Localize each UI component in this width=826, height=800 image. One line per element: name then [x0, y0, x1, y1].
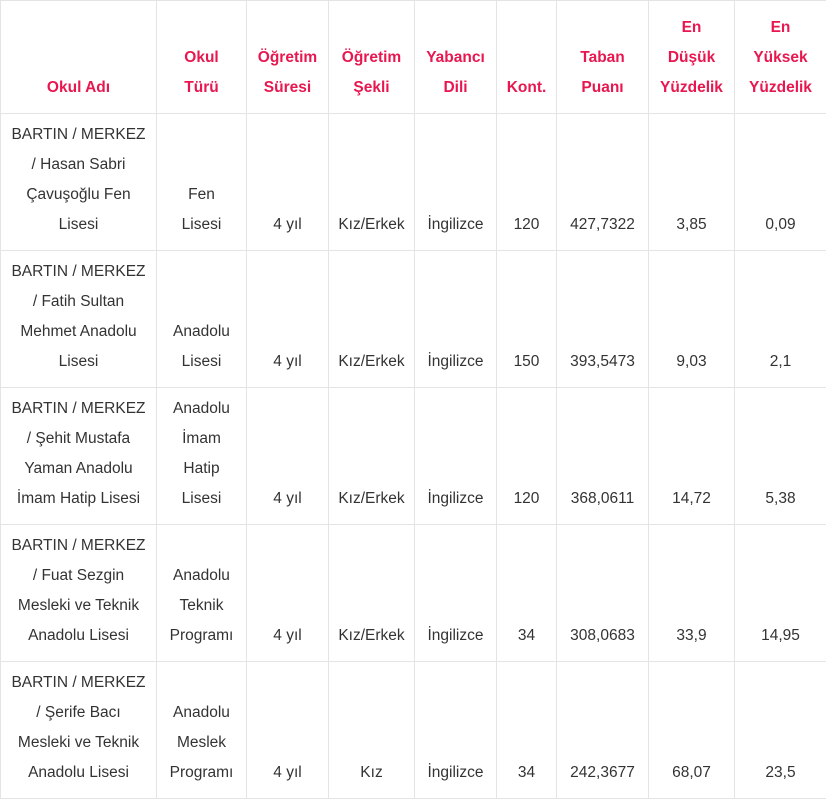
cell-line: Lisesi: [181, 353, 222, 370]
cell-ogretim-suresi: 4 yıl: [247, 388, 329, 525]
cell-line: Lisesi: [58, 216, 99, 233]
cell-okul-adi: [1, 114, 157, 251]
cell-line: Hatip: [183, 460, 220, 477]
header-kont: [497, 1, 557, 114]
cell-okul-adi: [1, 525, 157, 662]
cell-line: Mesleki ve Teknik: [17, 597, 140, 614]
cell-line: Dili: [443, 79, 468, 96]
cell-line: Anadolu: [173, 400, 230, 417]
cell-line: En: [770, 19, 791, 36]
cell-okul-adi: [1, 251, 157, 388]
header-okul-turu: [157, 1, 247, 114]
cell-taban-puani: 427,7322: [557, 114, 649, 251]
cell-line: Yüzdelik: [660, 79, 723, 96]
cell-line: Kont.: [506, 79, 547, 96]
cell-line: Anadolu: [173, 323, 230, 340]
cell-line: Programı: [169, 764, 234, 781]
cell-line: BARTIN / MERKEZ: [11, 537, 146, 554]
cell-line: Çavuşoğlu Fen: [26, 186, 131, 203]
table-row: [1, 114, 826, 251]
cell-okul-turu: [157, 114, 247, 251]
cell-yabanci-dili: İngilizce: [415, 525, 497, 662]
cell-line: Yabancı: [426, 49, 485, 66]
cell-ogretim-sekli: Kız/Erkek: [329, 251, 415, 388]
table-row: [1, 388, 826, 525]
cell-line: Anadolu Lisesi: [28, 764, 129, 781]
table-row: [1, 251, 826, 388]
cell-line: Lisesi: [181, 490, 222, 507]
table-body: [1, 114, 826, 799]
cell-line: / Şehit Mustafa: [26, 430, 131, 447]
cell-line: / Hasan Sabri: [31, 156, 126, 173]
cell-en-dusuk-yuzdelik: 33,9: [649, 525, 735, 662]
cell-line: Yüzdelik: [749, 79, 812, 96]
cell-en-dusuk-yuzdelik: 68,07: [649, 662, 735, 799]
cell-line: Anadolu Lisesi: [28, 627, 129, 644]
cell-ogretim-suresi: 4 yıl: [247, 251, 329, 388]
cell-line: Puanı: [581, 79, 624, 96]
cell-line: / Şerife Bacı: [36, 704, 121, 721]
cell-ogretim-sekli: Kız/Erkek: [329, 388, 415, 525]
cell-okul-turu: [157, 251, 247, 388]
cell-line: Meslek: [176, 734, 227, 751]
cell-line: / Fatih Sultan: [32, 293, 125, 310]
cell-en-dusuk-yuzdelik: 9,03: [649, 251, 735, 388]
cell-line: Taban: [580, 49, 625, 66]
cell-yabanci-dili: İngilizce: [415, 388, 497, 525]
cell-taban-puani: 308,0683: [557, 525, 649, 662]
header-row: [1, 1, 826, 114]
cell-line: BARTIN / MERKEZ: [11, 263, 146, 280]
cell-en-yuksek-yuzdelik: 2,1: [735, 251, 826, 388]
cell-line: BARTIN / MERKEZ: [11, 126, 146, 143]
cell-okul-turu: [157, 525, 247, 662]
cell-line: Öğretim: [341, 49, 402, 66]
cell-en-dusuk-yuzdelik: 14,72: [649, 388, 735, 525]
cell-en-dusuk-yuzdelik: 3,85: [649, 114, 735, 251]
header-taban-puani: [557, 1, 649, 114]
cell-ogretim-suresi: 4 yıl: [247, 525, 329, 662]
cell-okul-turu: [157, 388, 247, 525]
cell-en-yuksek-yuzdelik: 5,38: [735, 388, 826, 525]
cell-line: Lisesi: [181, 216, 222, 233]
cell-okul-turu: [157, 662, 247, 799]
cell-line: Mesleki ve Teknik: [17, 734, 140, 751]
cell-line: İmam: [182, 430, 221, 447]
cell-yabanci-dili: İngilizce: [415, 662, 497, 799]
header-en-dusuk-yuzdelik: [649, 1, 735, 114]
cell-ogretim-suresi: 4 yıl: [247, 662, 329, 799]
cell-taban-puani: 393,5473: [557, 251, 649, 388]
cell-kont: 120: [497, 114, 557, 251]
cell-line: Türü: [184, 79, 219, 96]
header-okul-adi: [1, 1, 157, 114]
cell-en-yuksek-yuzdelik: 23,5: [735, 662, 826, 799]
cell-line: İmam Hatip Lisesi: [16, 490, 141, 507]
cell-line: Okul: [184, 49, 219, 66]
cell-line: Fen: [188, 186, 215, 203]
cell-line: BARTIN / MERKEZ: [11, 674, 146, 691]
cell-ogretim-sekli: Kız/Erkek: [329, 114, 415, 251]
cell-line: Süresi: [263, 79, 312, 96]
cell-line: Teknik: [179, 597, 224, 614]
cell-line: Şekli: [353, 79, 390, 96]
cell-line: BARTIN / MERKEZ: [11, 400, 146, 417]
cell-taban-puani: 242,3677: [557, 662, 649, 799]
cell-line: Düşük: [667, 49, 716, 66]
cell-en-yuksek-yuzdelik: 0,09: [735, 114, 826, 251]
cell-line: Anadolu: [173, 704, 230, 721]
cell-kont: 34: [497, 662, 557, 799]
cell-line: Programı: [169, 627, 234, 644]
cell-en-yuksek-yuzdelik: 14,95: [735, 525, 826, 662]
cell-yabanci-dili: İngilizce: [415, 251, 497, 388]
cell-okul-adi: [1, 388, 157, 525]
cell-taban-puani: 368,0611: [557, 388, 649, 525]
cell-ogretim-sekli: Kız: [329, 662, 415, 799]
cell-line: Öğretim: [257, 49, 318, 66]
cell-kont: 34: [497, 525, 557, 662]
cell-kont: 120: [497, 388, 557, 525]
header-ogretim-sekli: [329, 1, 415, 114]
cell-ogretim-suresi: 4 yıl: [247, 114, 329, 251]
cell-ogretim-sekli: Kız/Erkek: [329, 525, 415, 662]
cell-line: / Fuat Sezgin: [32, 567, 125, 584]
cell-line: En: [681, 19, 702, 36]
cell-line: Anadolu: [173, 567, 230, 584]
header-ogretim-suresi: [247, 1, 329, 114]
cell-line: Yaman Anadolu: [24, 460, 133, 477]
cell-yabanci-dili: İngilizce: [415, 114, 497, 251]
cell-kont: 150: [497, 251, 557, 388]
cell-line: Mehmet Anadolu: [20, 323, 137, 340]
table-row: [1, 662, 826, 799]
table-row: [1, 525, 826, 662]
cell-line: Yüksek: [753, 49, 808, 66]
cell-okul-adi: [1, 662, 157, 799]
cell-line: Lisesi: [58, 353, 99, 370]
cell-line: Okul Adı: [46, 79, 111, 96]
table-header: [1, 1, 826, 114]
header-en-yuksek-yuzdelik: [735, 1, 826, 114]
header-yabanci-dili: [415, 1, 497, 114]
